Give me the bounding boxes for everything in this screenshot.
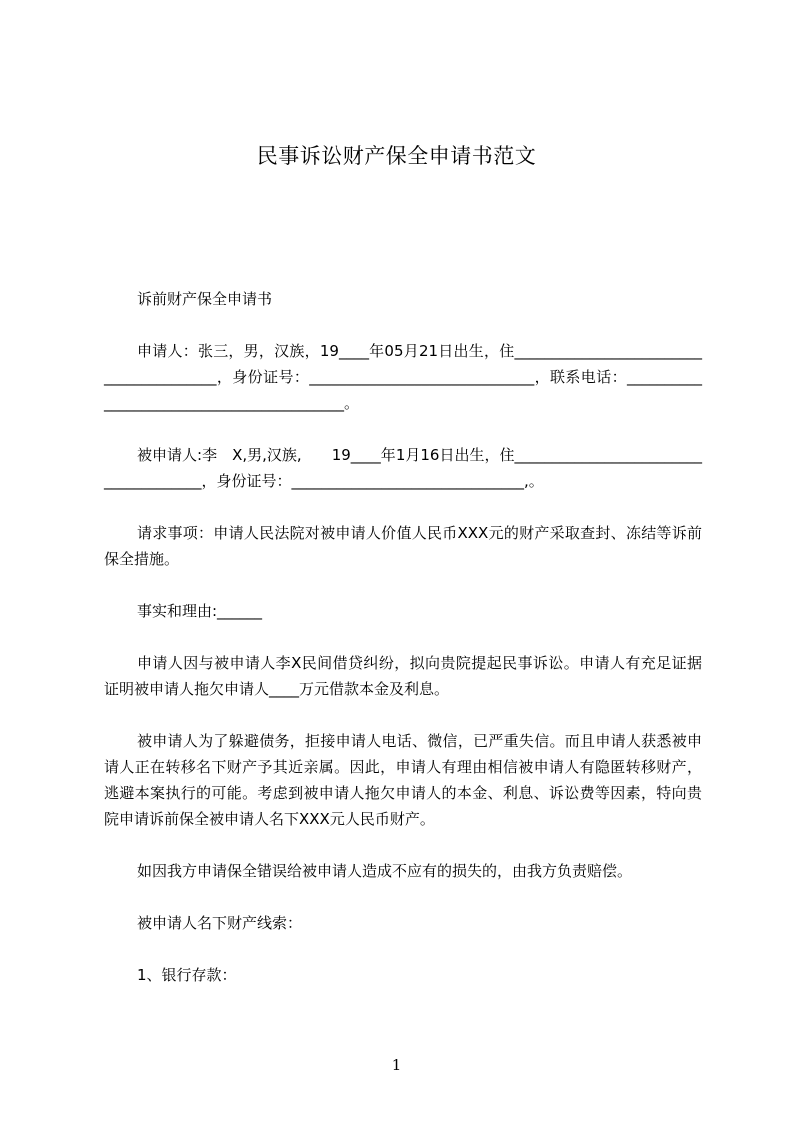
paragraph-applicant: 申请人：张三，男，汉族，19____年05月21日出生，住________________________________________，身份证号：______________________________，联系电话：__________________________________________。 [104,342,702,412]
paragraph-liability: 如因我方申请保全错误给被申请人造成不应有的损失的，由我方负责赔偿。 [137,862,633,880]
document-body [104,286,702,1014]
paragraph-facts-2: 被申请人为了躲避债务，拒接申请人电话、微信，已严重失信。而且申请人获悉被申请人正在转移名下财产予其近亲属。因此，申请人有理由相信被申请人有隐匿转移财产，逃避本案执行的可能。考虑到被申请人拖欠申请人的本金、利息、诉讼费等因素，特向贵院申请诉前保全被申请人名下XXX元人民币财产。 [104,732,702,828]
paragraph-respondent: 被申请人:李 X,男,汉族, 19____年1月16日出生，住______________________________________，身份证号：_______________________________,。 [104,446,702,490]
paragraph-bank-deposit: 1、银行存款： [137,966,237,984]
paragraph-request: 请求事项：申请人民法院对被申请人价值人民币XXX元的财产采取查封、冻结等诉前保全措施。 [104,524,702,568]
page-number: 1 [391,1056,402,1074]
paragraph-facts-label: 事实和理由:______ [137,602,263,620]
document-title: 民事诉讼财产保全申请书范文 [256,144,537,168]
paragraph-asset-clues: 被申请人名下财产线索： [137,914,303,932]
paragraph-facts-1: 申请人因与被申请人李X民间借贷纠纷，拟向贵院提起民事诉讼。申请人有充足证据证明被申请人拖欠申请人____万元借款本金及利息。 [104,654,702,698]
paragraph-heading: 诉前财产保全申请书 [137,290,273,308]
